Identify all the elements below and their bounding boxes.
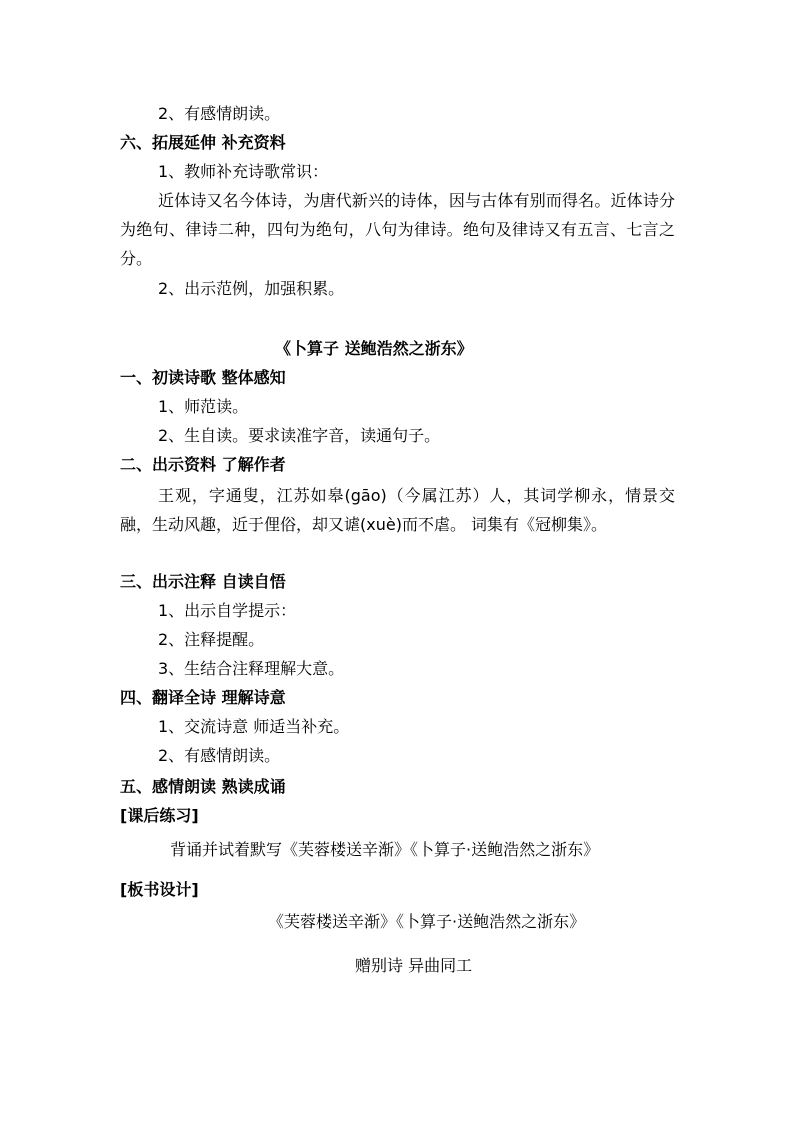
- paragraph-poetry-notes: 近体诗又名今体诗，为唐代新兴的诗体，因与古体有别而得名。近体诗分为绝句、律诗二种，四句为绝句，八句为律诗。绝句及律诗又有五言、七言之分。: [120, 191, 675, 268]
- section-heading-6: 六、拓展延伸 补充资料: [120, 133, 286, 152]
- board-summary: 赠别诗 异曲同工: [355, 956, 473, 975]
- section-heading-4: 四、翻译全诗 理解诗意: [120, 688, 286, 707]
- homework-text: 背诵并试着默写《芙蓉楼送辛渐》《卜算子·送鲍浩然之浙东》: [170, 840, 600, 859]
- list-item: 1、教师补充诗歌常识：: [158, 162, 329, 181]
- section-heading-2: 二、出示资料 了解作者: [120, 455, 286, 474]
- section-heading-5: 五、感情朗读 熟读成诵: [120, 777, 286, 796]
- list-item: 2、出示范例，加强积累。: [158, 279, 345, 298]
- board-design-label: [板书设计]: [120, 880, 199, 899]
- list-item: 2、注释提醒。: [158, 630, 265, 649]
- board-titles: 《芙蓉楼送辛渐》《卜算子·送鲍浩然之浙东》: [268, 912, 586, 931]
- section-heading-3: 三、出示注释 自读自悟: [120, 572, 286, 591]
- list-item: 3、生结合注释理解大意。: [158, 659, 345, 678]
- list-item: 1、交流诗意 师适当补充。: [158, 717, 350, 736]
- list-item: 1、师范读。: [158, 397, 249, 416]
- homework-label: [课后练习]: [120, 806, 199, 825]
- section-heading-1: 一、初读诗歌 整体感知: [120, 368, 286, 387]
- list-item: 1、出示自学提示：: [158, 601, 297, 620]
- list-item: 2、有感情朗读。: [158, 746, 281, 765]
- list-item: 2、生自读。要求读准字音，读通句子。: [158, 426, 441, 445]
- paragraph-author: 王观，字通叟，江苏如皋(gāo)（今属江苏）人，其词学柳永，情景交融，生动风趣，近于俚俗，却又谑(xuè)而不虐。 词集有《冠柳集》。: [120, 486, 675, 534]
- list-item: 2、有感情朗读。: [158, 104, 281, 123]
- poem-title: 《卜算子 送鲍浩然之浙东》: [275, 339, 473, 358]
